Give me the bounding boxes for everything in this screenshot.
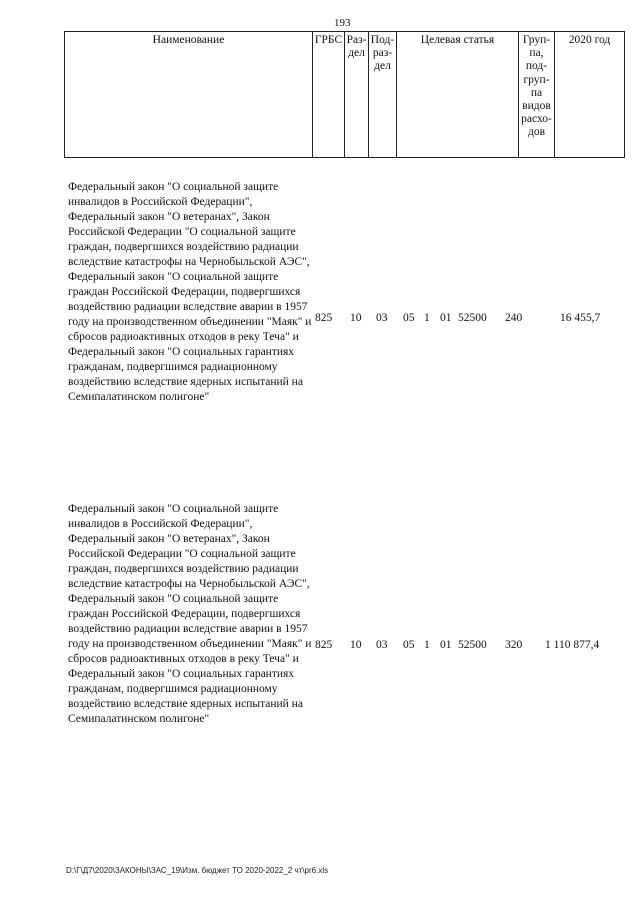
- row-target-subprogram: 1: [424, 312, 430, 324]
- row-target-program: 05: [403, 639, 415, 651]
- row-expense-group: 320: [505, 639, 523, 651]
- row-grbs: 825: [315, 312, 333, 324]
- file-path-footer: D:\Г\Д7\2020\ЗАКОНЫ\ЗАС_19\Изм. бюджет ТО 2020-2022_2 чт\pr6.xls: [66, 866, 329, 875]
- row-grbs: 825: [315, 639, 333, 651]
- header-razdel: Раз- дел: [345, 32, 369, 158]
- header-name: Наименование: [65, 32, 313, 158]
- row-target-program: 05: [403, 312, 415, 324]
- row-amount: 16 455,7: [560, 312, 601, 324]
- table-row: [0, 502, 640, 792]
- row-name: Федеральный закон "О социальной защите инвалидов в Российской Федерации", Федеральный закон "О ветеранах", Закон Российской Федерации "О социальной защите граждан, подвергшихся воздействию радиации вследствие катастрофы на Чернобыльской АЭС", Федеральный закон "О социальной защите граждан Российской Федерации, подвергшихся воздействию радиации вследствие аварии в 1957 году на производственном объединении "Маяк" и сбросов радиоактивных отходов в реку Теча" и Федеральный закон "О социальных гарантиях гражданам, подвергшимся радиационному воздействию вследствие ядерных испытаний на Семипалатинском полигоне": [68, 503, 312, 725]
- row-podrazdel: 03: [376, 312, 388, 324]
- page-number: 193: [334, 17, 351, 29]
- row-target-event: 01: [440, 312, 452, 324]
- row-amount: 1 110 877,4: [545, 639, 600, 651]
- row-name: Федеральный закон "О социальной защите инвалидов в Российской Федерации", Федеральный закон "О ветеранах", Закон Российской Федерации "О социальной защите граждан, подвергшихся воздействию радиации вследствие катастрофы на Чернобыльской АЭС", Федеральный закон "О социальной защите граждан Российской Федерации, подвергшихся воздействию радиации вследствие аварии в 1957 году на производственном объединении "Маяк" и сбросов радиоактивных отходов в реку Теча" и Федеральный закон "О социальных гарантиях гражданам, подвергшимся радиационному воздействию вследствие ядерных испытаний на Семипалатинском полигоне": [68, 181, 312, 403]
- row-razdel: 10: [350, 639, 362, 651]
- header-podrazdel: Под- раз- дел: [369, 32, 397, 158]
- row-podrazdel: 03: [376, 639, 388, 651]
- row-target-event: 01: [440, 639, 452, 651]
- header-year: 2020 год: [555, 32, 625, 158]
- row-razdel: 10: [350, 312, 362, 324]
- row-target-direction: 52500: [458, 639, 487, 651]
- budget-table-header: [64, 31, 625, 158]
- row-target-direction: 52500: [458, 312, 487, 324]
- row-target-subprogram: 1: [424, 639, 430, 651]
- header-expense-group: Груп- па, под- груп- па видов расхо- дов: [519, 32, 555, 158]
- header-target-article: Целевая статья: [397, 32, 519, 158]
- header-grbs: ГРБС: [313, 32, 345, 158]
- row-expense-group: 240: [505, 312, 523, 324]
- table-row: [0, 180, 640, 470]
